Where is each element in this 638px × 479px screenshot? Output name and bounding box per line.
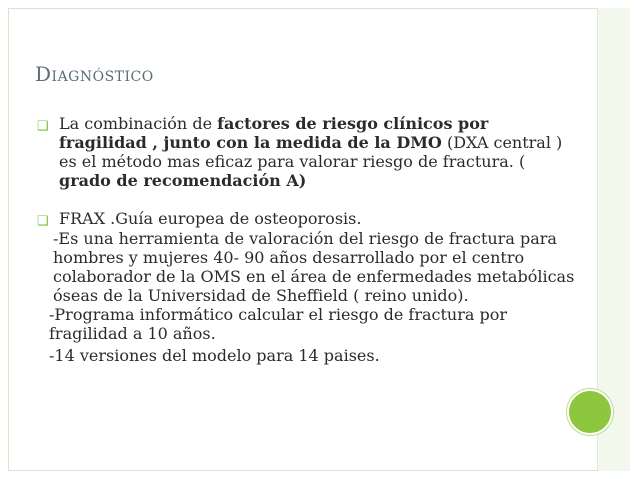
bullet-item-frax <box>37 209 577 228</box>
bullet-icon: ❑ <box>37 214 49 229</box>
paragraph-frax-description: -Es una herramienta de valoración del riesgo de fractura para hombres y mujeres 40- 90 años desarrollado por el centro colaborador de la OMS en el área de enfermedades metabólicas óseas de la Universidad de Sheffield ( reino unido). <box>53 229 575 305</box>
bullet2-text: FRAX .Guía europea de osteoporosis. <box>59 209 362 228</box>
bullet-item-dmo <box>37 114 577 190</box>
paragraph-versions: -14 versiones del modelo para 14 paises. <box>49 346 380 365</box>
slide-content <box>37 114 577 365</box>
bullet1-text-2: factores de riesgo clínicos por fragilidad , junto con la medida de la DMO <box>59 114 489 152</box>
bullet-icon: ❑ <box>37 119 49 134</box>
bullet1-text-4: grado de recomendación A) <box>59 171 307 190</box>
slide-title: Diagnóstico <box>35 62 154 86</box>
bullet1-text-3: (DXA central ) es el método mas eficaz para valorar riesgo de fractura. ( <box>59 133 563 171</box>
paragraph-program: -Programa informático calcular el riesgo de fractura por fragilidad a 10 años. <box>49 305 507 343</box>
bullet1-text-1: La combinación de <box>59 114 218 133</box>
decorative-circle <box>567 389 613 435</box>
